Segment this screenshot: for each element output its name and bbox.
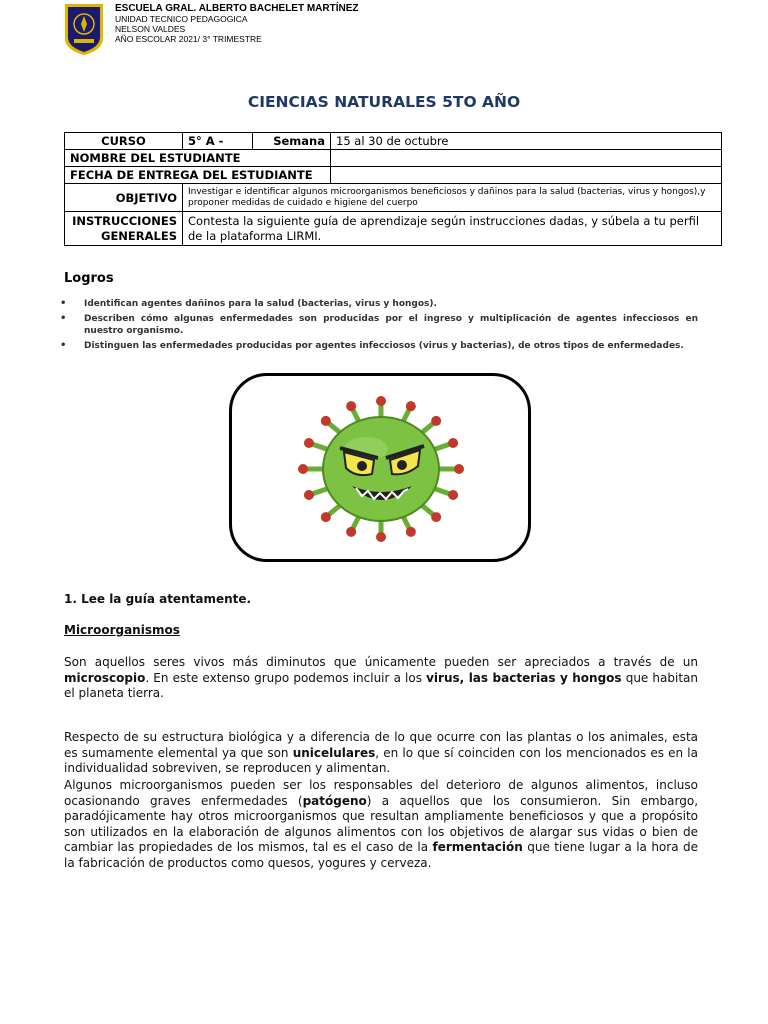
curso-label: CURSO bbox=[65, 133, 183, 150]
table-row bbox=[65, 150, 722, 167]
paragraph-3 bbox=[64, 778, 698, 871]
virus-spike-tip bbox=[448, 490, 458, 500]
virus-spike-tip bbox=[406, 401, 416, 411]
instrucciones-label-line1: INSTRUCCIONES bbox=[72, 213, 177, 228]
nombre-value-field[interactable] bbox=[331, 150, 722, 167]
virus-spike-tip bbox=[431, 416, 441, 426]
virus-spike-tip bbox=[431, 512, 441, 522]
school-header bbox=[115, 4, 359, 44]
p1-bold-microbes: virus, las bacterias y hongos bbox=[426, 670, 622, 685]
list-item: • Describen cómo algunas enfermedades son producidas por el ingreso y multiplicación de agentes infecciosos en nuestro organismo. bbox=[58, 313, 698, 337]
p2-text-c: , en lo que sí coinciden con los mencionados es en la individualidad sobreviven, se reproducen y alimentan. bbox=[64, 745, 698, 775]
p3-text-c: ) a aquellos que los consumieron. Sin embargo, paradójicamente hay otros microorganismos que resultan ampliamente beneficiosos y que a propósito son utilizados en la elaboración de algunos alimentos con los objetivos de alargar sus vidas o bien de cambiar las propiedades de los mismos, tal es el caso de la bbox=[64, 793, 699, 854]
p3-bold-fermentacion: fermentación bbox=[432, 840, 523, 854]
virus-illustration bbox=[286, 394, 476, 544]
virus-spike-tip bbox=[298, 464, 308, 474]
page-title: CIENCIAS NATURALES 5TO AÑO bbox=[247, 93, 521, 111]
p1-text-a: Son aquellos seres vivos más diminutos que únicamente pueden ser apreciados a través de un bbox=[64, 655, 698, 669]
table-row bbox=[65, 133, 722, 150]
virus-spike-tip bbox=[321, 416, 331, 426]
section-heading: Microorganismos bbox=[64, 623, 180, 637]
step-1-instruction: 1. Lee la guía atentamente. bbox=[64, 592, 252, 606]
virus-spike-tip bbox=[454, 464, 464, 474]
table-row bbox=[65, 184, 722, 212]
p1-text-c: . En este extenso grupo podemos incluir a los bbox=[145, 670, 427, 685]
p1-text-e: que habitan el planeta tierra. bbox=[64, 670, 698, 700]
list-item: • Identifican agentes dañinos para la salud (bacterias, virus y hongos). bbox=[58, 298, 698, 310]
virus-spike-tip bbox=[304, 490, 314, 500]
instrucciones-value: Contesta la siguiente guía de aprendizaje según instrucciones dadas, y súbela a tu perfil de la plataforma LIRMI. bbox=[183, 212, 722, 246]
paragraph-2 bbox=[64, 730, 698, 777]
table-row bbox=[65, 167, 722, 184]
logros-list bbox=[58, 298, 698, 355]
teacher-name: NELSON VALDES bbox=[115, 24, 186, 34]
school-unit: UNIDAD TECNICO PEDAGOGICA bbox=[115, 14, 248, 24]
virus-spike-tip bbox=[346, 401, 356, 411]
virus-spike-tip bbox=[321, 512, 331, 522]
info-table bbox=[64, 132, 722, 246]
p3-text-e: que tiene lugar a la hora de la fabricación de productos como quesos, yogures y cerveza. bbox=[64, 840, 698, 870]
p1-bold-microscopio: microscopio bbox=[64, 670, 146, 685]
virus-spike-tip bbox=[376, 532, 386, 542]
nombre-label: NOMBRE DEL ESTUDIANTE bbox=[65, 150, 331, 167]
curso-value: 5° A - bbox=[183, 133, 253, 150]
semana-value: 15 al 30 de octubre bbox=[331, 133, 722, 150]
p3-bold-patogeno: patógeno bbox=[302, 793, 367, 808]
semana-label: Semana bbox=[253, 133, 331, 150]
school-year: AÑO ESCOLAR 2021/ 3° TRIMESTRE bbox=[115, 34, 262, 44]
p2-text-a: Respecto de su estructura biológica y a diferencia de lo que ocurre con las plantas o los animales, esta es sumamente elemental ya que son bbox=[64, 730, 698, 760]
virus-spike-tip bbox=[304, 438, 314, 448]
logros-heading: Logros bbox=[64, 271, 114, 286]
instrucciones-label-line2: GENERALES bbox=[101, 228, 177, 243]
virus-spike-tip bbox=[406, 527, 416, 537]
p2-bold-unicelulares: unicelulares bbox=[292, 745, 376, 760]
virus-spike-tip bbox=[448, 438, 458, 448]
fecha-label: FECHA DE ENTREGA DEL ESTUDIANTE bbox=[65, 167, 331, 184]
fecha-value-field[interactable] bbox=[331, 167, 722, 184]
list-item: • Distinguen las enfermedades producidas por agentes infecciosos (virus y bacterias), de otros tipos de enfermedades. bbox=[58, 340, 698, 352]
virus-spike-tip bbox=[376, 396, 386, 406]
objetivo-value: Investigar e identificar algunos microorganismos beneficiosos y dañinos para la salud (bacterias, virus y hongos),y proponer medidas de cuidado e higiene del cuerpo bbox=[183, 184, 722, 212]
instrucciones-label bbox=[65, 212, 183, 246]
p3-text-a: Algunos microorganismos pueden ser los responsables del deterioro de algunos alimentos, incluso ocasionando graves enfermedades ( bbox=[64, 778, 698, 808]
table-row bbox=[65, 212, 722, 246]
paragraph-1 bbox=[64, 655, 698, 702]
virus-spike-tip bbox=[346, 527, 356, 537]
school-crest-logo bbox=[63, 2, 105, 56]
school-name: ESCUELA GRAL. ALBERTO BACHELET MARTÍNEZ bbox=[115, 3, 359, 14]
objetivo-label: OBJETIVO bbox=[65, 184, 183, 212]
